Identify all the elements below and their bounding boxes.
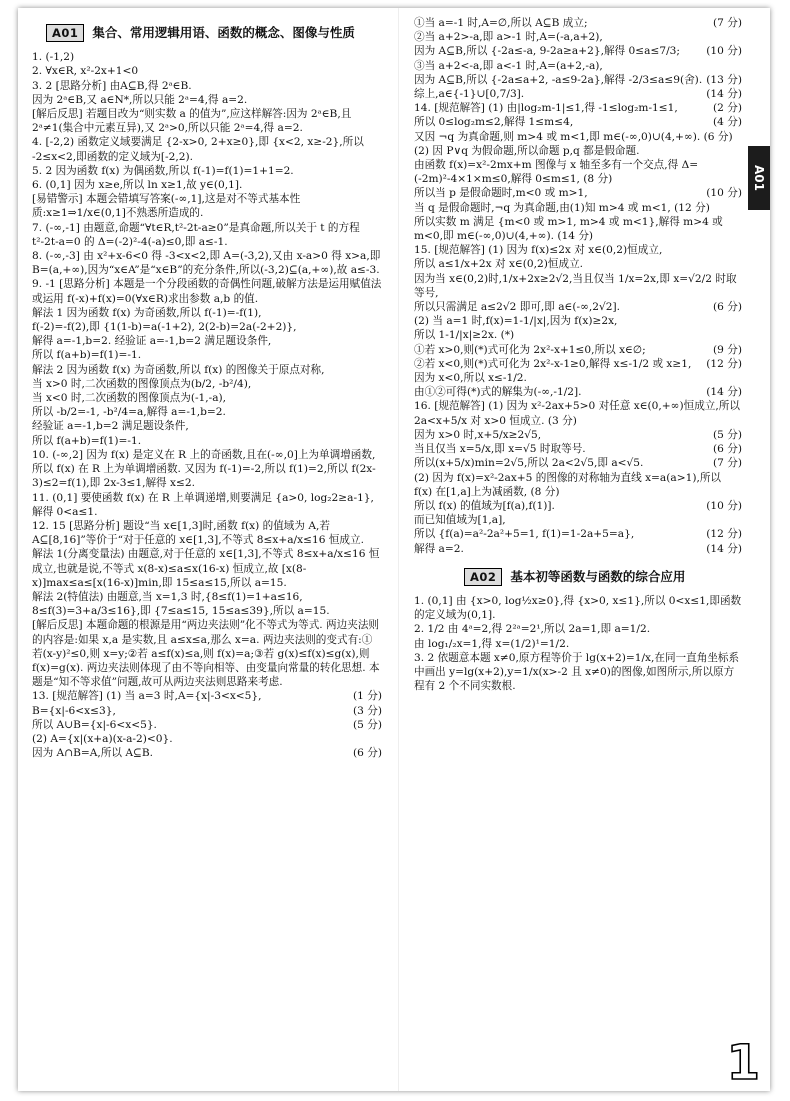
answer-line: 因为 2ᵃ∈B,又 a∈N*,所以只能 2ᵃ=4,得 a=2. xyxy=(32,93,248,106)
score-points: (10 分) xyxy=(706,499,742,512)
answer-line: 因为 x>0 时,x+5/x≥2√5, (5 分) xyxy=(414,428,742,441)
answer-line: 13. [规范解答] (1) 当 a=3 时,A={x|-3<x<5}, (1 分) xyxy=(32,690,382,703)
answer-line: 解得 a=-1,b=2. 经验证 a=-1,b=2 满足题设条件, xyxy=(32,335,272,348)
answer-line: 解法 2 因为函数 f(x) 为奇函数,所以 f(x) 的图像关于原点对称, xyxy=(32,363,325,376)
answer-line: 3. 2 依题意本题 x≠0,原方程等价于 lg(x+2)=1/x,在同一直角坐标系中画出 y=lg(x+2),y=1/x(x>-2 且 x≠0)的图像,如图所示,所以原方程有 2 个不同实数根. xyxy=(414,651,740,693)
answer-line: 10. (-∞,2] 因为 f(x) 是定义在 R 上的奇函数,且在(-∞,0]上为单调增函数,所以 f(x) 在 R 上为单调增函数. 又因为 f(-1)=-2,所以 f(1)=2,所以 f(2x-3)≤2=f(1),即 2x-3≤1,解得 x≤2. xyxy=(32,448,376,490)
answer-line: 14. [规范解答] (1) 由|log₂m-1|≤1,得 -1≤log₂m-1≤1, (2 分) xyxy=(414,102,742,115)
score-points: (5 分) xyxy=(713,428,742,441)
score-points: (7 分) xyxy=(713,17,742,29)
answer-line: 因为 A⊆B,所以 {-2a≤a+2, -a≤9-2a},解得 -2/3≤a≤9(舍). (13 分) xyxy=(414,73,742,86)
answer-line: 所以只需满足 a≤2√2 即可,即 a∈(-∞,2√2]. (6 分) xyxy=(414,301,742,314)
answer-line: (2) 当 a=1 时,f(x)=1-1/|x|,因为 f(x)≥2x, xyxy=(414,315,618,328)
answer-line: 解法 2(特值法) 由题意,当 x=1,3 时,{8≤f(1)=1+a≤16, 8≤f(3)=3+a/3≤16},即 {7≤a≤15, 15≤a≤39},所以 a=15. xyxy=(32,590,330,618)
answer-line: (2) A={x|(x+a)(x-a-2)<0}. xyxy=(32,732,173,745)
answer-line: 而已知值域为[1,a], xyxy=(414,514,506,527)
answer-line: 16. [规范解答] (1) 因为 x²-2ax+5>0 对任意 x∈(0,+∞)恒成立,所以 2a<x+5/x 对 x>0 恒成立. (3 分) xyxy=(414,400,740,427)
score-points: (6 分) xyxy=(703,130,733,143)
score-points: (10 分) xyxy=(706,45,742,58)
section-title: 基本初等函数与函数的综合应用 xyxy=(510,568,686,584)
score-points: (5 分) xyxy=(353,718,382,731)
score-points: (14 分) xyxy=(706,386,742,399)
answer-line: 当 x<0 时,二次函数的图像顶点为(-1,-a), xyxy=(32,392,227,405)
score-points: (12 分) xyxy=(706,357,742,370)
answer-line: 2. ∀x∈R, x²-2x+1<0 xyxy=(32,65,139,78)
answer-line: 当 x>0 时,二次函数的图像顶点为(b/2, -b²/4), xyxy=(32,377,252,390)
answer-line: 由①②可得(*)式的解集为(-∞,-1/2]. (14 分) xyxy=(414,386,742,399)
answer-line: 15. [规范解答] (1) 因为 f(x)≤2x 对 x∈(0,2)恒成立, xyxy=(414,244,663,257)
score-points: (13 分) xyxy=(706,73,742,86)
score-points: (3 分) xyxy=(353,704,382,717)
section-code: A02 xyxy=(464,568,502,586)
answer-line: 8. (-∞,-3] 由 x²+x-6<0 得 -3<x<2,即 A=(-3,2),又由 x-a>0 得 x>a,即 B=(a,+∞),因为“x∈A”是“x∈B”的充分条件,所以(-3,2)⊆(a,+∞),故 a≤-3. xyxy=(32,250,381,277)
answer-line: ②若 x<0,则(*)式可化为 2x²-x-1≥0,解得 x≤-1/2 或 x≥1, (12 分) xyxy=(414,357,742,370)
section-title: 集合、常用逻辑用语、函数的概念、图像与性质 xyxy=(92,25,355,40)
answer-line: 所以 f(a+b)=f(1)=-1. xyxy=(32,434,142,447)
answer-line: 当 q 是假命题时,¬q 为真命题,由(1)知 m>4 或 m<1, (12 分) xyxy=(414,201,710,214)
score-points: (12 分) xyxy=(674,201,710,214)
answer-line: 因为 A⊆B,所以 {-2a≤-a, 9-2a≥a+2},解得 0≤a≤7/3; (10 分) xyxy=(414,45,742,58)
chapter-side-tab: A01 xyxy=(748,146,770,210)
page-number: 1 xyxy=(726,1035,760,1091)
answer-line: 11. (0,1] 要使函数 f(x) 在 R 上单调递增,则要满足 {a>0, log₂2≥a-1},解得 0<a≤1. xyxy=(32,491,374,518)
answer-line: (2) 因为 f(x)=x²-2ax+5 的图像的对称轴为直线 x=a(a>1),所以 f(x) 在[1,a]上为减函数, (8 分) xyxy=(414,471,722,498)
answer-line: 5. 2 因为函数 f(x) 为偶函数,所以 f(-1)=f(1)=1+1=2. xyxy=(32,164,294,177)
answer-line: 2. 1/2 由 4ᵃ=2,得 2²ᵃ=2¹,所以 2a=1,即 a=1/2. xyxy=(414,623,651,636)
score-points: (10 分) xyxy=(706,187,742,200)
answer-line: 所以 -b/2=-1, -b²/4=a,解得 a=-1,b=2. xyxy=(32,406,226,419)
answer-line: 3. 2 [思路分析] 由A⊆B,得 2ᵃ∈B. xyxy=(32,79,192,92)
answer-line: 所以 f(x) 的值域为[f(a),f(1)]. (10 分) xyxy=(414,499,742,512)
answer-line: 由 log₁/₂x=1,得 x=(1/2)¹=1/2. xyxy=(414,637,570,650)
answer-line: ①若 x>0,则(*)式可化为 2x²-x+1≤0,所以 x∈∅; (9 分) xyxy=(414,343,742,356)
answer-line: 9. -1 [思路分析] 本题是一个分段函数的奇偶性问题,破解方法是运用赋值法或运用 f(-x)+f(x)=0(∀x∈R)求出参数 a,b 的值. xyxy=(32,278,382,305)
section-header-a01 xyxy=(46,24,382,42)
answer-line: 所以 f(a+b)=f(1)=-1. xyxy=(32,349,142,362)
answer-line: 经验证 a=-1,b=2 满足题设条件, xyxy=(32,420,189,433)
answer-line: 因为当 x∈(0,2)时,1/x+2x≥2√2,当且仅当 1/x=2x,即 x=√2/2 时取等号, xyxy=(414,272,737,299)
answer-line: 解得 a=2. (14 分) xyxy=(414,542,742,555)
answer-line: f(-2)=-f(2),即 {1(1-b)=a(-1+2), 2(2-b)=2a(-2+2)}, xyxy=(32,321,297,334)
answer-line: 所以 A∪B={x|-6<x<5}. (5 分) xyxy=(32,718,382,731)
score-points: (6 分) xyxy=(713,301,742,314)
score-points: (12 分) xyxy=(706,528,742,541)
score-points: (14 分) xyxy=(557,230,594,243)
answer-line: 综上,a∈{-1}∪[0,7/3]. (14 分) xyxy=(414,88,742,101)
answer-line: 又因 ¬q 为真命题,则 m>4 或 m<1,即 m∈(-∞,0)∪(4,+∞). (6 分) xyxy=(414,130,733,143)
answer-line: 所以实数 m 满足 {m<0 或 m>1, m>4 或 m<1},解得 m>4 或 m<0,即 m∈(-∞,0)∪(4,+∞). (14 分) xyxy=(414,215,723,243)
answer-line: 6. (0,1] 因为 x≥e,所以 ln x≥1,故 y∈(0,1]. xyxy=(32,179,243,192)
answer-line: B={x|-6<x≤3}, (3 分) xyxy=(32,704,382,717)
left-column xyxy=(32,16,382,760)
answer-line: 所以(x+5/x)min=2√5,所以 2a<2√5,即 a<√5. (7 分) xyxy=(414,457,742,470)
answer-line: ③当 a+2<-a,即 a<-1 时,A=(a+2,-a), xyxy=(414,59,603,72)
score-points: (7 分) xyxy=(713,457,742,470)
answer-line: [解后反思] 本题命题的根源是用“两边夹法则”化不等式为等式. 两边夹法则的内容是:如果 x,a 是实数,且 a≤x≤a,那么 x=a. 两边夹法则的变式有:①若(x-y)²≤0,则 x=y;②若 a≤f(x)≤a,则 f(x)=a;③若 g(x)≤f(x)≤g(x),则 f(x)=g(x). 两边夹法则体现了由不等向相等、由变量向常量的转化思想. 本题是“知不等求值”问题,故可从两边夹法则思路来考虑. xyxy=(32,619,380,689)
answer-line: 当且仅当 x=5/x,即 x=√5 时取等号. (6 分) xyxy=(414,443,742,456)
answer-line: 1. (-1,2) xyxy=(32,51,75,64)
answer-line: 因为 A∩B=A,所以 A⊆B. (6 分) xyxy=(32,747,382,760)
answer-line: 1. (0,1] 由 {x>0, log½x≥0},得 {x>0, x≤1},所以 0<x≤1,即函数的定义域为(0,1]. xyxy=(414,594,742,622)
answer-line: 7. (-∞,-1] 由题意,命题“∀t∈R,t²-2t-a≥0”是真命题,所以关于 t 的方程 t²-2t-a=0 的 Δ=(-2)²-4(-a)≤0,即 a≤-1. xyxy=(32,221,360,248)
answer-line: 所以 a≤1/x+2x 对 x∈(0,2)恒成立. xyxy=(414,258,584,271)
section-code: A01 xyxy=(46,24,84,42)
score-points: (1 分) xyxy=(353,690,382,703)
answer-line: 所以 1-1/|x|≥2x. (*) xyxy=(414,329,515,342)
score-points: (8 分) xyxy=(530,485,560,498)
answer-line: 12. 15 [思路分析] 题设“当 x∈[1,3]时,函数 f(x) 的值域为 A,若 A⊆[8,16]”等价于“对于任意的 x∈[1,3],不等式 8≤x+a/x≤16 恒成立. xyxy=(32,519,364,547)
section-header-a02 xyxy=(464,568,742,586)
answer-line: 4. [-2,2) 函数定义域要满足 {2-x>0, 2+x≥0},即 {x<2, x≥-2},所以 -2≤x<2,即函数的定义域为[-2,2). xyxy=(32,136,364,163)
right-column xyxy=(414,16,742,693)
score-points: (6 分) xyxy=(353,747,382,760)
score-points: (8 分) xyxy=(583,173,613,186)
answer-line: [易错警示] 本题会错填写答案(-∞,1],这是对不等式基本性质:x≥1⇒1/x∈(0,1]不熟悉所造成的. xyxy=(32,193,301,220)
answer-line: 所以 0≤log₂m≤2,解得 1≤m≤4, (4 分) xyxy=(414,116,742,129)
score-points: (3 分) xyxy=(547,414,577,427)
answer-line: 因为 x<0,所以 x≤-1/2. xyxy=(414,372,527,385)
answer-line: [解后反思] 若题目改为“则实数 a 的值为”,应这样解答:因为 2ᵃ∈B,且 2ᵃ≠1(集合中元素互异),又 2ᵃ>0,所以只能 2ᵃ=4,得 a=2. xyxy=(32,108,352,135)
answer-line: 所以当 p 是假命题时,m<0 或 m>1, (10 分) xyxy=(414,187,742,200)
answer-line: (2) 因 P∨q 为假命题,所以命题 p,q 都是假命题. xyxy=(414,144,640,157)
score-points: (4 分) xyxy=(713,116,742,129)
answer-line: 解法 1(分离变量法) 由题意,对于任意的 x∈[1,3],不等式 8≤x+a/x≤16 恒成立,也就是说,不等式 x(8-x)≤a≤x(16-x) 恒成立,故 [x(8-x)]max≤a≤[x(16-x)]min,即 15≤a≤15,所以 a=15. xyxy=(32,548,380,589)
answer-line: ①当 a=-1 时,A=∅,所以 A⊆B 成立; (7 分) xyxy=(414,17,742,29)
column-divider xyxy=(398,8,399,1091)
score-points: (14 分) xyxy=(706,542,742,555)
score-points: (9 分) xyxy=(713,343,742,356)
score-points: (14 分) xyxy=(706,88,742,101)
score-points: (6 分) xyxy=(713,443,742,456)
answer-page xyxy=(18,8,770,1091)
answer-line: 解法 1 因为函数 f(x) 为奇函数,所以 f(-1)=-f(1), xyxy=(32,306,262,319)
answer-line: ②当 a+2>-a,即 a>-1 时,A=(-a,a+2), xyxy=(414,31,603,44)
score-points: (2 分) xyxy=(713,102,742,115)
answer-line: 所以 {f(a)=a²-2a²+5=1, f(1)=1-2a+5=a}, (12 分) xyxy=(414,528,742,541)
answer-line: 由函数 f(x)=x²-2mx+m 图像与 x 轴至多有一个交点,得 Δ=(-2m)²-4×1×m≤0,解得 0≤m≤1, (8 分) xyxy=(414,159,699,186)
